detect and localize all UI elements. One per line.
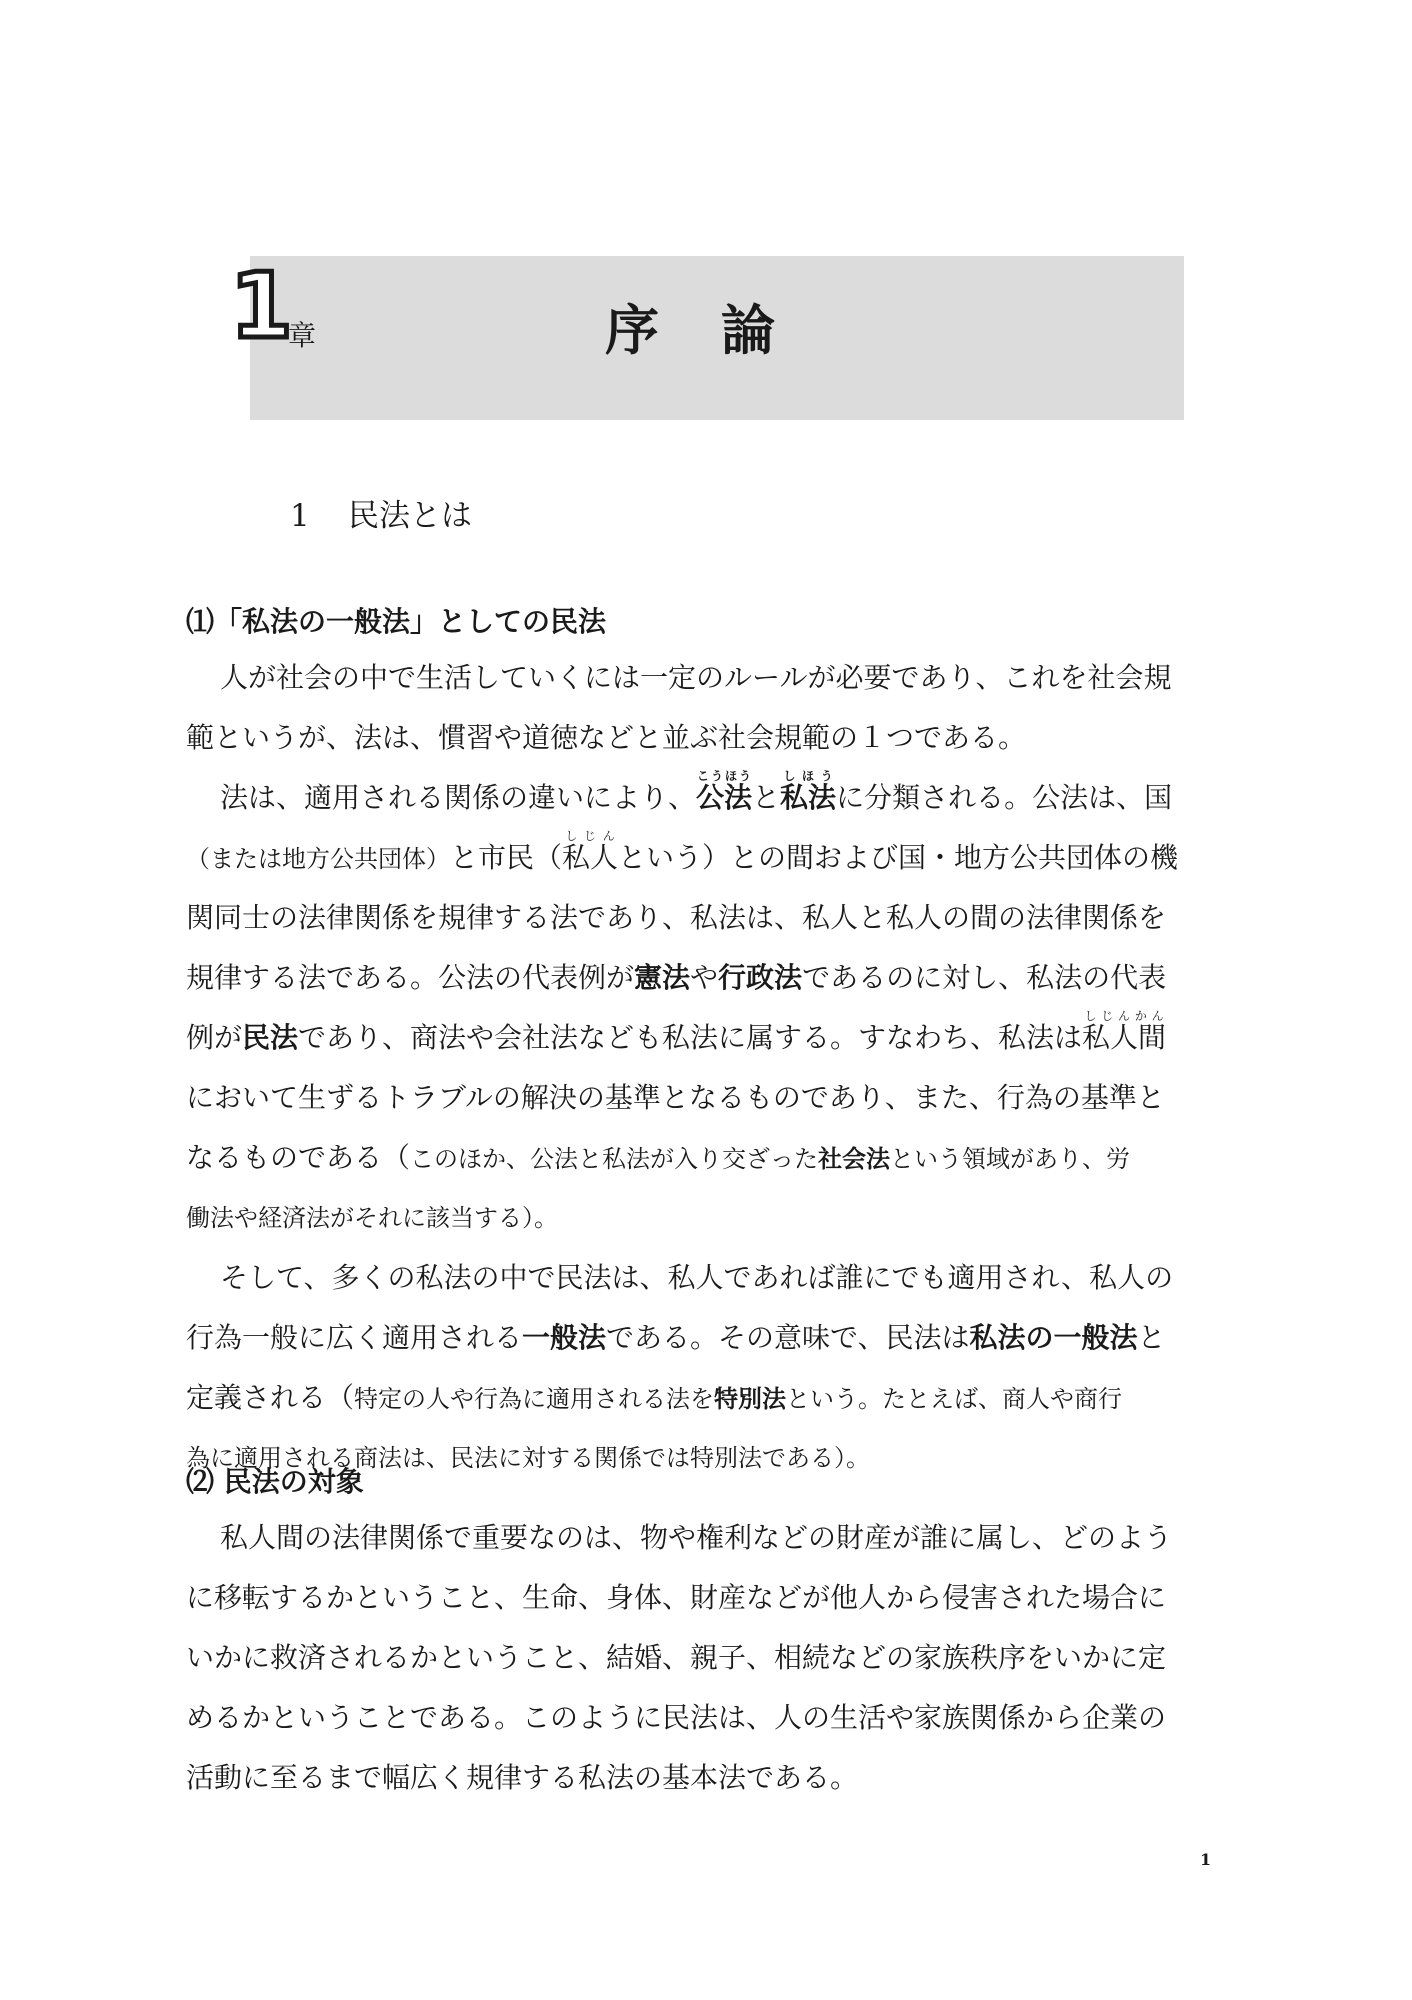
term-text: 私法 [780,781,837,814]
chapter-title: 序論 [605,298,837,362]
text-span: 定義される（ [186,1381,355,1414]
term-shiho-ippanho: 私法の一般法 [969,1321,1138,1354]
text-span: という）との間および国・地方公共団体の機 [618,841,1179,874]
paragraph-line [186,1128,1246,1188]
paragraph-line: そして、多くの私法の中で民法は、私人であれば誰にでも適用され、私人の [220,1261,1174,1294]
paragraph-line: 人が社会の中で生活していくには一定のルールが必要であり、これを社会規 [220,661,1172,694]
furigana: こうほう [696,769,753,783]
term-koho [696,769,753,814]
furigana: しほう [780,769,837,783]
page-number: 1 [1200,1850,1212,1869]
text-span: 特定の人や行為に適用される法を [354,1385,715,1413]
term-text: 私人 [562,841,619,874]
paragraph-line: 私人間の法律関係で重要なのは、物や権利などの財産が誰に属し、どのよう [220,1521,1173,1554]
text-span: 法は、適用される関係の違いにより、 [220,781,697,814]
body-block-1 [186,648,1246,1488]
chapter-label: 章 [288,319,317,352]
text-span: と市民（ [450,841,563,874]
paragraph-line: いかに救済されるかということ、結婚、親子、相続などの家族秩序をいかに定 [186,1641,1167,1674]
term-gyoseiho: 行政法 [718,961,803,994]
paragraph-line: 為に適用される商法は、民法に対する関係では特別法である）。 [186,1444,870,1472]
text-span: このほか、公法と私法が入り交ざった [410,1145,819,1173]
paragraph-line: 関同士の法律関係を規律する法であり、私法は、私人と私人の間の法律関係を [186,901,1167,934]
paragraph-line: 範というが、法は、慣習や道徳などと並ぶ社会規範の１つである。 [186,721,1027,754]
furigana: しじんかん [1082,1009,1167,1023]
term-shiho [780,769,837,814]
paragraph-line [186,948,1246,1008]
term-text: 公法 [696,781,753,814]
term-shijin [562,829,619,874]
paragraph-line: において生ずるトラブルの解決の基準となるものであり、また、行為の基準と [186,1081,1165,1114]
text-span: という領域があり、労 [890,1145,1131,1173]
paragraph-line [186,828,1246,888]
text-span: であり、商法や会社法なども私法に属する。すなわち、私法は [298,1021,1083,1054]
section-number: 1 [290,498,310,534]
text-span: であるのに対し、私法の代表 [802,961,1167,994]
term-tokubetsuho: 特別法 [714,1385,787,1413]
paragraph-line: 働法や経済法がそれに該当する）。 [186,1204,558,1232]
text-span: と [752,781,781,814]
subheading-1: ⑴「私法の一般法」としての民法 [186,605,607,638]
paragraph-line: めるかということである。このように民法は、人の生活や家族関係から企業の [186,1701,1167,1734]
term-text: 私人間 [1082,1021,1167,1054]
paragraph-line [186,1008,1246,1068]
text-span: なるものである（ [186,1141,411,1174]
text-span: や [690,961,719,994]
paragraph-line: 活動に至るまで幅広く規律する私法の基本法である。 [186,1761,859,1794]
term-minpo: 民法 [242,1021,299,1054]
paragraph-line: に移転するかということ、生命、身体、財産などが他人から侵害された場合に [186,1581,1167,1614]
paragraph-line [186,768,1246,828]
term-ippanho: 一般法 [522,1321,607,1354]
text-span: である。その意味で、民法は [606,1321,970,1354]
subheading-2: ⑵ 民法の対象 [186,1465,364,1498]
term-shakaiho: 社会法 [818,1145,891,1173]
text-span: （または地方公共団体） [186,845,450,873]
furigana: しじん [562,829,619,843]
chapter-number: 1 [230,254,293,359]
body-block-2 [186,1508,1246,1808]
text-span: という。たとえば、商人や商行 [786,1385,1123,1413]
term-kenpo: 憲法 [634,961,691,994]
section-heading [290,496,472,536]
text-span: に分類される。公法は、国 [836,781,1173,814]
section-title: 民法とは [348,498,472,534]
text-span: と [1137,1321,1166,1354]
text-span: 行為一般に広く適用される [186,1321,523,1354]
term-shijinkan [1082,1009,1167,1054]
paragraph-line [186,1368,1246,1428]
text-span: 規律する法である。公法の代表例が [186,961,635,994]
paragraph-line [186,1308,1246,1368]
text-span: 例が [186,1021,243,1054]
